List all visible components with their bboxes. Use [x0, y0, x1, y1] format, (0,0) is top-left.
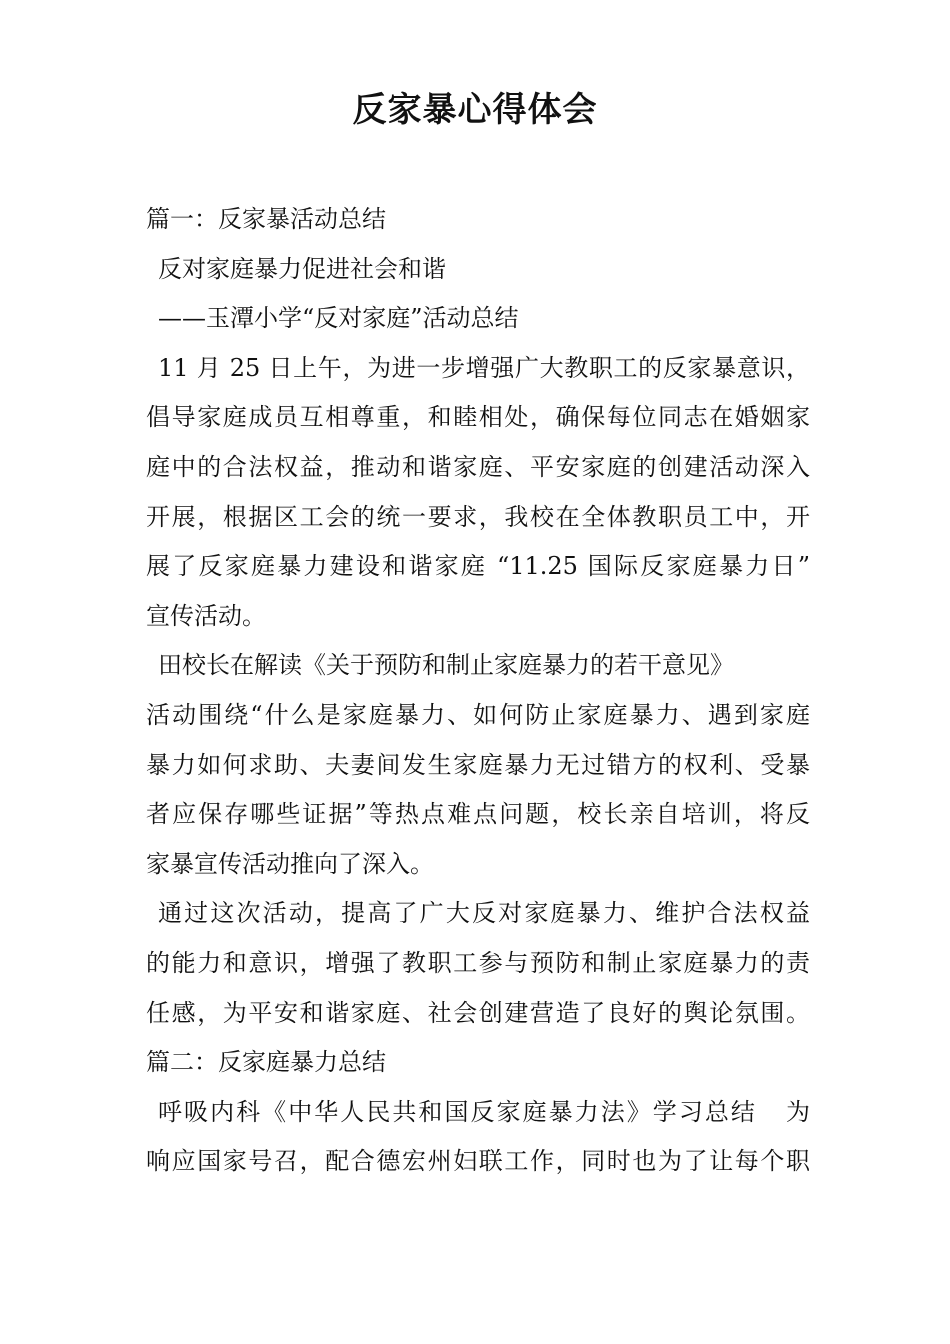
- text-line: 展了反家庭暴力建设和谐家庭 “11.25 国际反家庭暴力日”: [146, 552, 810, 581]
- text-line: 活动围绕“什么是家庭暴力、如何防止家庭暴力、遇到家庭: [146, 700, 810, 729]
- text-line: 呼吸内科《中华人民共和国反家庭暴力法》学习总结 为: [158, 1097, 810, 1126]
- text-line: 任感，为平安和谐家庭、社会创建营造了良好的舆论氛围。: [146, 998, 810, 1027]
- document-body: [146, 195, 810, 1187]
- text-line: 暴力如何求助、夫妻间发生家庭暴力无过错方的权利、受暴: [146, 750, 810, 779]
- text-line: 篇二：反家庭暴力总结: [146, 1048, 386, 1077]
- text-line: 通过这次活动，提高了广大反对家庭暴力、维护合法权益: [158, 899, 810, 928]
- document-title: 反家暴心得体会: [352, 90, 598, 130]
- text-line: 庭中的合法权益，推动和谐家庭、平安家庭的创建活动深入: [146, 452, 810, 481]
- text-line: 倡导家庭成员互相尊重，和睦相处，确保每位同志在婚姻家: [146, 403, 810, 432]
- text-line: 家暴宣传活动推向了深入。: [146, 849, 434, 878]
- text-line: 的能力和意识，增强了教职工参与预防和制止家庭暴力的责: [146, 948, 810, 977]
- text-line: 反对家庭暴力促进社会和谐: [158, 254, 446, 283]
- text-line: 开展，根据区工会的统一要求，我校在全体教职员工中，开: [146, 502, 810, 531]
- text-line: 者应保存哪些证据”等热点难点问题，校长亲自培训，将反: [146, 800, 810, 829]
- text-line: 篇一：反家暴活动总结: [146, 205, 386, 233]
- text-line: 响应国家号召，配合德宏州妇联工作，同时也为了让每个职: [146, 1147, 810, 1176]
- text-line: 田校长在解读《关于预防和制止家庭暴力的若干意见》: [158, 651, 734, 680]
- text-line: 11 月 25 日上午，为进一步增强广大教职工的反家暴意识，: [158, 353, 810, 382]
- text-line: ——玉潭小学“反对家庭”活动总结: [158, 304, 519, 333]
- text-line: 宣传活动。: [146, 601, 266, 630]
